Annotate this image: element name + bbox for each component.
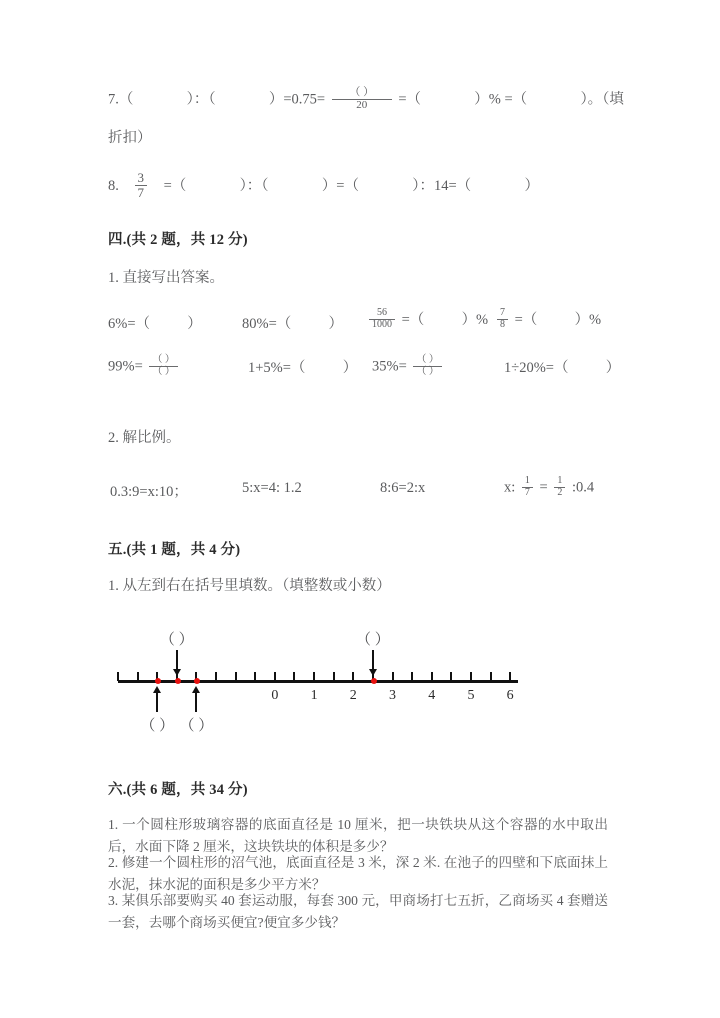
proportion-item-4-prefix: x:: [504, 479, 516, 496]
number-line-answer-blank[interactable]: （ ）: [179, 718, 214, 734]
arith-item-56-1000: [366, 308, 488, 332]
number-line-tick: [450, 672, 452, 681]
arith-item-1plus5pct: [248, 356, 357, 377]
proportion-item-4-fraction-2: [554, 476, 565, 499]
number-line-answer-blank[interactable]: （ ）: [159, 632, 194, 648]
number-line-label: 6: [506, 688, 514, 703]
number-line-tick: [470, 672, 472, 681]
arith-item-99pct-numerator: （ ）: [149, 355, 178, 367]
number-line-tick: [411, 672, 413, 681]
arith-item-35pct-numerator: （ ）: [413, 355, 442, 367]
q8-text-d: ）：14=（: [412, 177, 472, 194]
q8-fraction-denominator: 7: [137, 185, 144, 201]
q7-fraction-numerator: （ ）: [332, 87, 392, 100]
arith-item-7-8-mid: =（: [514, 312, 538, 328]
arith-item-99pct: [108, 356, 181, 379]
arith-item-56-1000-fraction: [369, 308, 395, 331]
arith-item-35pct-denominator: （ ）: [416, 365, 439, 377]
arith-item-99pct-denominator: （ ）: [152, 365, 175, 377]
arith-item-80pct-prefix: 80%=（: [242, 316, 292, 332]
number-line-tick: [333, 672, 335, 681]
q8-fraction: [135, 171, 148, 200]
number-line-tick: [293, 672, 295, 681]
number-line-label: 0: [271, 688, 279, 703]
q8-text-c: ）=（: [321, 177, 359, 194]
arith-item-1plus5pct-suffix: ）: [342, 360, 358, 376]
arith-item-1plus5pct-prefix: 1+5%=（: [248, 360, 306, 376]
arrow-down-icon: [176, 650, 178, 670]
arith-item-56-1000-denominator: 1000: [372, 319, 392, 331]
question-8-line: [108, 172, 539, 201]
question-7-continuation: 折扣）: [108, 130, 152, 146]
number-line-label: 3: [389, 688, 396, 703]
question-7-line: [108, 88, 624, 113]
section-four-sub2-label: 2. 解比例。: [108, 430, 181, 446]
arith-item-56-1000-numerator: 56: [369, 308, 395, 320]
number-line-marker-dot: [155, 678, 161, 684]
arith-item-7-8-numerator: 7: [497, 308, 508, 320]
section-five-heading: 五.(共 1 题，共 4 分): [108, 542, 241, 558]
number-line-label: 2: [349, 688, 357, 703]
number-line-marker-dot: [175, 678, 181, 684]
arith-item-56-1000-suffix: ）%: [461, 312, 489, 328]
arith-item-56-1000-mid: =（: [401, 312, 425, 328]
proportion-item-4-suffix: :0.4: [571, 479, 595, 496]
q7-text-e: ）% =（: [474, 91, 528, 108]
section-four-sub1-label: 1. 直接写出答案。: [108, 270, 224, 286]
section-four-heading: 四.(共 2 题，共 12 分): [108, 232, 248, 248]
q7-text-d: =（: [398, 91, 422, 108]
arith-item-7-8-denominator: 8: [500, 319, 505, 331]
arith-item-6pct-suffix: ）: [187, 316, 202, 332]
proportion-item-1: 0.3:9=x:10；: [110, 484, 188, 500]
q7-text-a: 7.（: [108, 91, 134, 108]
number-line-label: 5: [467, 688, 475, 703]
arith-item-7-8-suffix: ）%: [574, 312, 602, 328]
arith-item-35pct-prefix: 35%=: [372, 358, 407, 375]
arith-item-80pct: [242, 312, 343, 333]
arith-item-7-8-fraction: [497, 308, 508, 331]
number-line-label: 4: [428, 688, 436, 703]
arith-item-1div20pct: [504, 356, 620, 377]
section-six-question-2: 2. 修建一个圆柱形的沼气池，底面直径是 3 米，深 2 米. 在池子的四壁和下底面抹上水泥，抹水泥的面积是多少平方米？: [108, 855, 608, 893]
arrow-up-icon: [195, 692, 197, 712]
number-line-tick: [117, 672, 119, 681]
proportion-item-4-mid: =: [539, 479, 548, 496]
number-line-marker-dot: [371, 678, 377, 684]
proportion-item-2: 5:x=4: 1.2: [242, 480, 302, 496]
arrow-down-icon: [372, 650, 374, 670]
q7-text-c: ）=0.75=: [268, 91, 326, 108]
q8-fraction-numerator: 3: [135, 171, 148, 186]
q7-fraction: [332, 87, 392, 112]
number-line-tick: [490, 672, 492, 681]
number-line-tick: [215, 672, 217, 681]
proportion-item-4-frac2-denominator: 2: [557, 486, 563, 498]
q8-text-e: ）: [524, 177, 539, 194]
number-line-label: 1: [310, 688, 318, 703]
proportion-item-4-frac1-numerator: 1: [522, 476, 533, 488]
number-line-answer-blank[interactable]: （ ）: [356, 632, 390, 648]
arith-item-6pct: [108, 312, 202, 333]
arith-item-35pct-fraction: [413, 355, 442, 378]
arith-item-1div20pct-suffix: ）: [605, 360, 621, 376]
proportion-item-4: [504, 477, 594, 500]
arith-item-35pct: [372, 356, 445, 379]
arith-item-80pct-suffix: ）: [328, 316, 344, 332]
section-six-question-3: 3. 某俱乐部要购买 40 套运动服，每套 300 元，甲商场打七五折，乙商场买 4 套赠送一套，去哪个商场买便宜?便宜多少钱？: [108, 893, 608, 931]
arith-item-7-8: [494, 308, 601, 332]
number-line-tick: [313, 672, 315, 681]
number-line-tick: [431, 672, 433, 681]
q7-text-f: ）。（填: [580, 91, 624, 108]
proportion-item-3: 8:6=2:x: [380, 480, 426, 496]
q7-text-b: ）：（: [186, 91, 216, 108]
section-six-question-1: 1. 一个圆柱形玻璃容器的底面直径是 10 厘米，把一块铁块从这个容器的水中取出后，水面下降 2 厘米，这块铁块的体积是多少？: [108, 817, 608, 855]
arrow-up-icon: [156, 692, 158, 712]
section-six-heading: 六.(共 6 题，共 34 分): [108, 782, 248, 798]
arith-item-1div20pct-prefix: 1÷20%=（: [504, 360, 569, 376]
proportion-item-4-fraction-1: [522, 476, 533, 499]
q8-number: 8.: [108, 177, 119, 194]
q7-fraction-denominator: 20: [356, 98, 368, 111]
q8-text-b: ）：（: [239, 177, 269, 194]
proportion-item-4-frac1-denominator: 7: [524, 486, 530, 498]
number-line-tick: [137, 672, 139, 681]
number-line-marker-dot: [194, 678, 200, 684]
number-line-tick: [235, 672, 237, 681]
number-line-tick: [274, 672, 276, 681]
number-line-figure: [108, 628, 620, 736]
arith-item-99pct-prefix: 99%=: [108, 358, 143, 375]
number-line-tick: [254, 672, 256, 681]
number-line-answer-blank[interactable]: （ ）: [140, 718, 175, 734]
q8-text-a: =（: [163, 177, 187, 194]
number-line-tick: [509, 672, 511, 681]
section-five-sub1-label: 1. 从左到右在括号里填数。（填整数或小数）: [108, 578, 391, 594]
number-line: [108, 628, 620, 736]
arith-item-99pct-fraction: [149, 355, 178, 378]
proportion-item-4-frac2-numerator: 1: [554, 476, 565, 488]
number-line-tick: [352, 672, 354, 681]
arith-item-6pct-prefix: 6%=（: [108, 316, 151, 332]
number-line-tick: [392, 672, 394, 681]
